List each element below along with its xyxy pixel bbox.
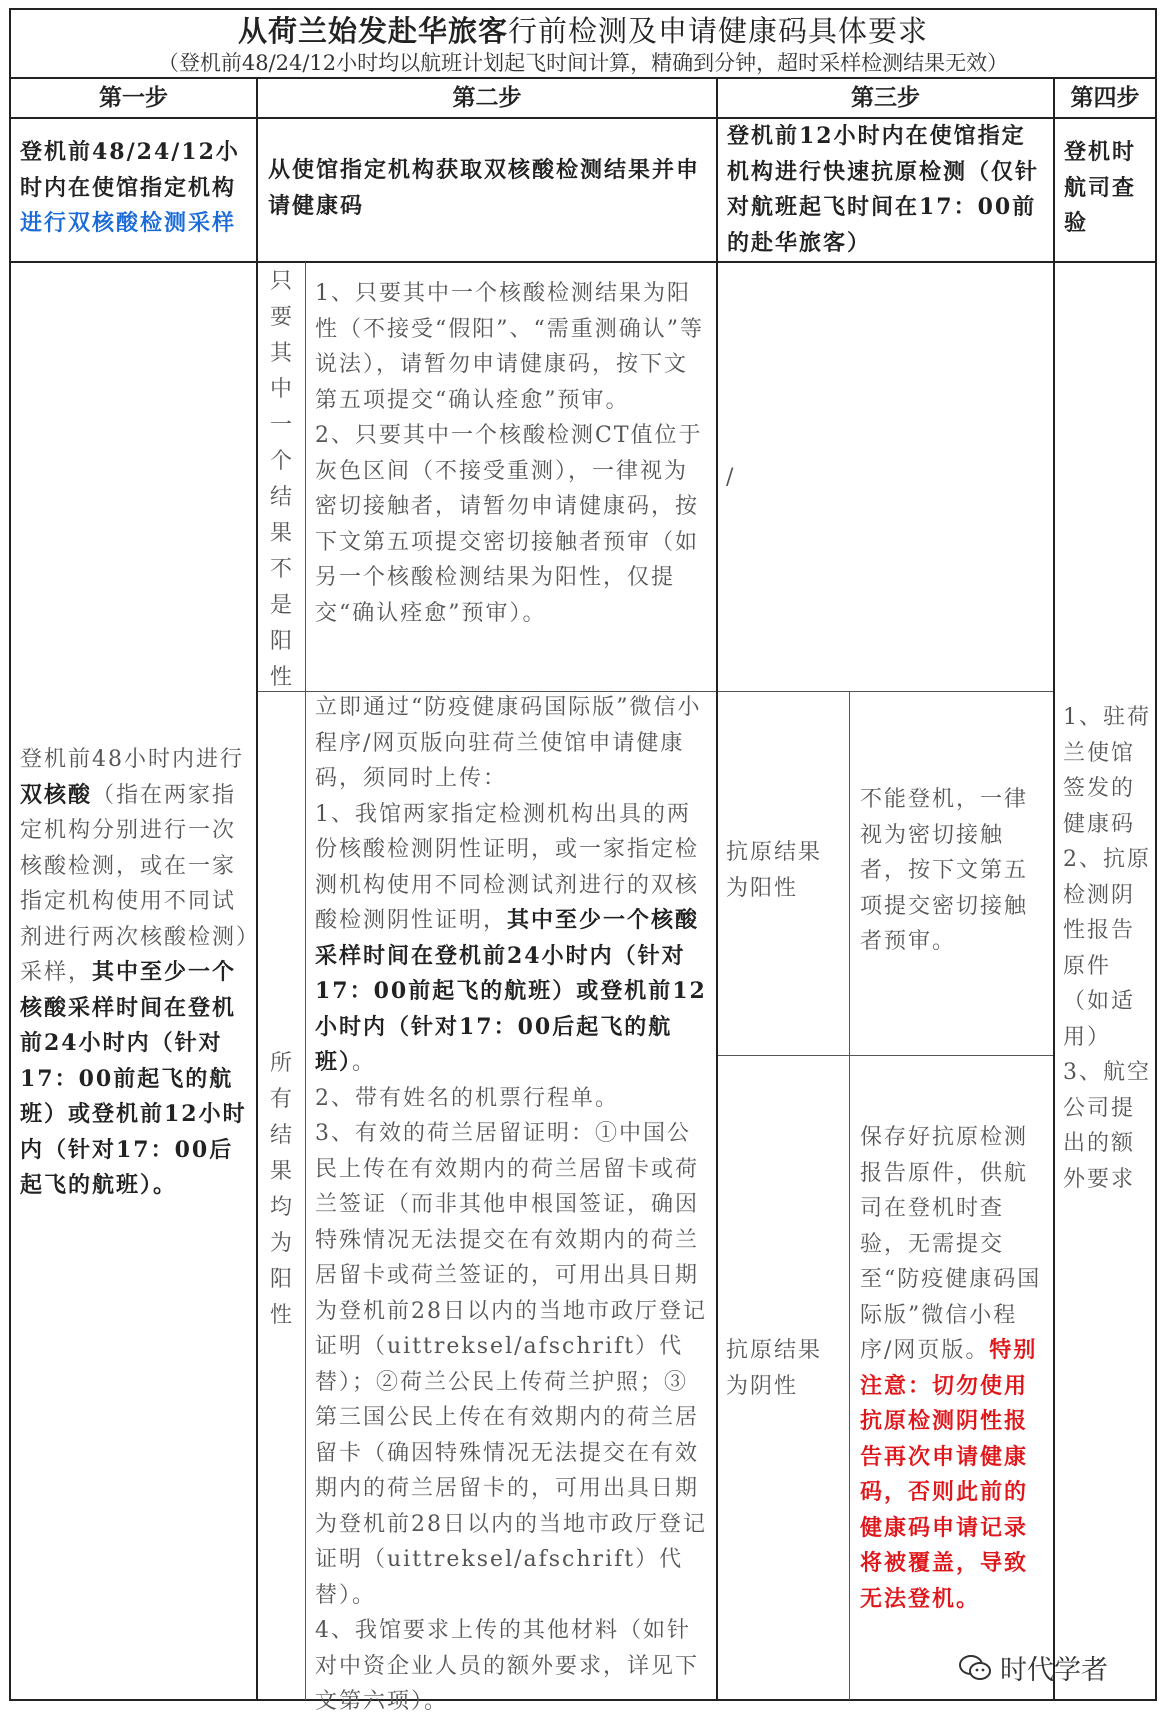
row-divider (9, 261, 1157, 263)
negative-intro: 立即通过“防疫健康码国际版”微信小程序/网页版向驻荷兰使馆申请健康码，须同时上传： (315, 695, 702, 791)
col-divider (256, 78, 258, 1700)
negative-case-text (315, 690, 711, 1720)
condition-negative-label: 所有结果均为阳性 (269, 1051, 292, 1328)
step4-description: 登机时航司查验 (1064, 139, 1137, 236)
step4-item-3: 3、航空公司提出的额外要求 (1063, 1060, 1151, 1192)
border-top (9, 8, 1157, 10)
col-divider (305, 262, 306, 1700)
document-subtitle: （登机前48/24/12小时均以航班计划起飞时间计算，精确到分钟，超时采样检测结果无效） (157, 51, 1009, 75)
negative-item-1: 1、我馆两家指定检测机构出具的两份核酸检测阴性证明，或一家指定检测机构使用不同检测试剂进行的双核酸检测阴性证明，其中至少一个核酸采样时间在登机前24小时内（针对17：00前起飞的航班）或登机前12小时内（针对17：00后起飞的航班）。 (315, 801, 707, 1075)
positive-step3-slash: / (726, 465, 736, 490)
col-divider (716, 78, 718, 1700)
col-divider (849, 691, 850, 1700)
step4-item-2: 2、抗原检测阴性报告原件（如适用） (1063, 847, 1151, 1050)
positive-case-text (315, 276, 711, 631)
step1-detail: 登机前48小时内进行双核酸（指在两家指定机构分别进行一次核酸检测，或在一家指定机构使用不同试剂进行两次核酸检测）采样，其中至少一个核酸采样时间在登机前24小时内（针对17：00前起飞的航班）或登机前12小时内（针对17：00后起飞的航班）。 (20, 747, 250, 1198)
header-step4: 第四步 (1070, 84, 1140, 111)
antigen-positive-label: 抗原结果为阳性 (726, 840, 823, 901)
antigen-negative-label: 抗原结果为阴性 (726, 1338, 823, 1399)
header-step2: 第二步 (452, 84, 522, 111)
condition-positive-label: 只要其中一个结果不是阳性 (269, 269, 292, 690)
watermark (958, 1648, 1108, 1687)
watermark-text: 时代学者 (1000, 1655, 1108, 1686)
negative-item-4: 4、我馆要求上传的其他材料（如针对中资企业人员的额外要求，详见下文第六项）。 (315, 1618, 700, 1714)
step1-description: 登机前48/24/12小时内在使馆指定机构进行双核酸检测采样 (20, 139, 240, 236)
header-step1: 第一步 (99, 84, 168, 111)
document-title-block (10, 10, 1156, 78)
step2-description: 从使馆指定机构获取双核酸检测结果并申请健康码 (268, 157, 701, 219)
step4-item-1: 1、驻荷兰使馆签发的健康码 (1063, 705, 1151, 837)
positive-item-2: 2、只要其中一个核酸检测CT值位于灰色区间（不接受重测），一律视为密切接触者，请暂勿申请健康码，按下文第五项提交密切接触者预审（如另一个核酸检测结果为阳性，仅提交“确认痊愈”预审）。 (315, 423, 703, 626)
header-step3: 第三步 (851, 84, 920, 111)
antigen-warning: 特别注意：切勿使用抗原检测阴性报告再次申请健康码，否则此前的健康码申请记录将被覆盖，导致无法登机。 (860, 1337, 1038, 1612)
negative-item-3: 3、有效的荷兰居留证明：①中国公民上传在有效期内的荷兰居留卡或荷兰签证（而非其他申根国签证，确因特殊情况无法提交在有效期内的荷兰居留卡或荷兰签证的，可用出具日期为登机前28日以内的当地市政厅登记证明（uittreksel/afschrift）代替）；②荷兰公民上传荷兰护照；③第三国公民上传在有效期内的荷兰居留卡（确因特殊情况无法提交在有效期内的荷兰居留卡的，可用出具日期为登机前28日以内的当地市政厅登记证明（uittreksel/afschrift）代替）。 (315, 1121, 707, 1608)
step3-description: 登机前12小时内在使馆指定机构进行快速抗原检测（仅针对航班起飞时间在17：00前的赴华旅客） (727, 123, 1040, 256)
antigen-negative-text: 保存好抗原检测报告原件，供航司在登机时查验，无需提交至“防疫健康码国际版”微信小程序/网页版。特别注意：切勿使用抗原检测阴性报告再次申请健康码，否则此前的健康码申请记录将被覆盖，导致无法登机。 (860, 1125, 1042, 1612)
step1-highlight: 进行双核酸检测采样 (20, 210, 237, 236)
row-divider (718, 1055, 1054, 1056)
positive-item-1: 1、只要其中一个核酸检测结果为阳性（不接受“假阳”、“需重测确认”等说法），请暂勿申请健康码，按下文第五项提交“确认痊愈”预审。 (315, 281, 704, 413)
negative-item-2: 2、带有姓名的机票行程单。 (315, 1085, 619, 1111)
wechat-icon (958, 1654, 992, 1682)
document-title: 从荷兰始发赴华旅客行前检测及申请健康码具体要求 (237, 14, 929, 48)
antigen-positive-text: 不能登机，一律视为密切接触者，按下文第五项提交密切接触者预审。 (860, 787, 1029, 954)
step4-detail (1063, 700, 1151, 1197)
col-divider (1053, 78, 1055, 1700)
